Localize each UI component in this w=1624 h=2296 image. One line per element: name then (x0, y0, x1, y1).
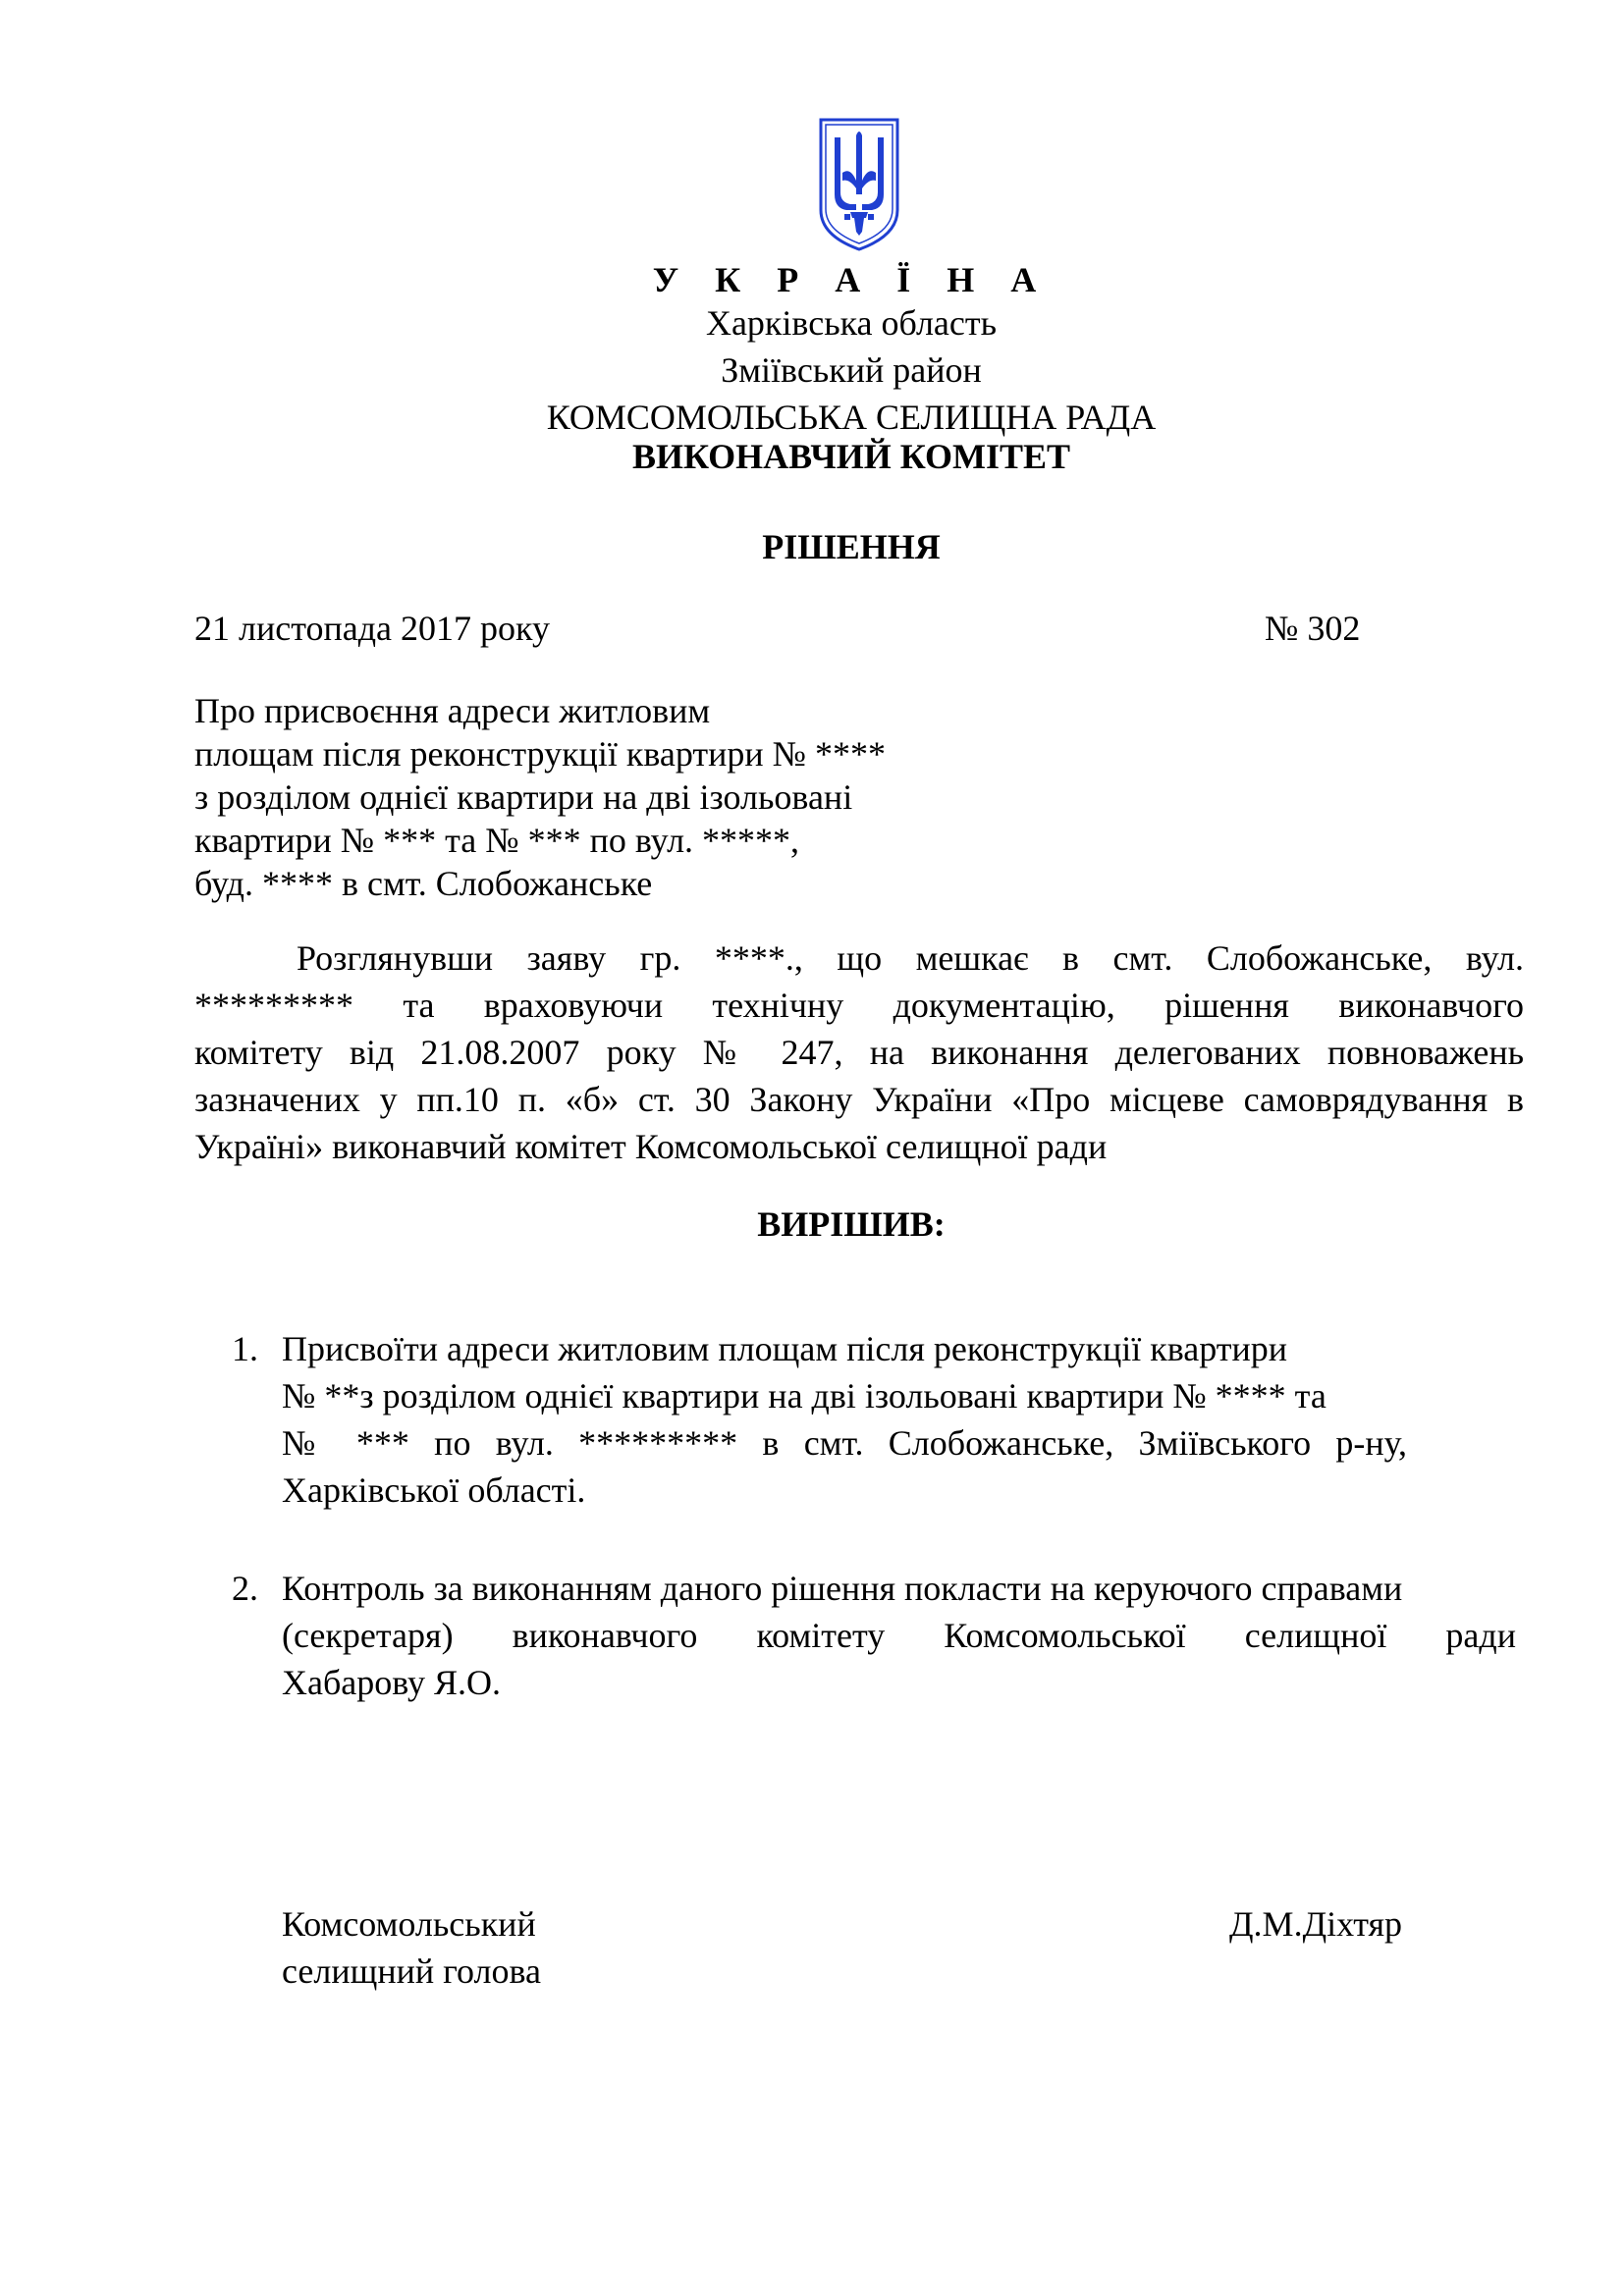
preamble-paragraph (194, 934, 1524, 1170)
item-number: 2. (232, 1569, 258, 1608)
document-type-title: РІШЕННЯ (762, 527, 941, 566)
preamble-line: Розглянувши заяву гр. ****., що мешкає в смт. Слобожанське, вул. (297, 938, 1524, 978)
subject-block (194, 689, 886, 905)
committee-line: ВИКОНАВЧИЙ КОМІТЕТ (631, 437, 1071, 476)
decision-item-line: Присвоїти адреси житловим площам після реконструкції квартири (282, 1329, 1287, 1368)
region-line: Харківська область (705, 303, 998, 343)
signatory-name: Д.М.Діхтяр (1229, 1904, 1403, 1944)
decision-item-line: Контроль за виконанням даного рішення покласти на керуючого справами (282, 1569, 1403, 1608)
subject-line: квартири № *** та № *** по вул. *****, (194, 821, 800, 860)
subject-line: з розділом однієї квартири на дві ізольовані (194, 777, 853, 817)
council-line: КОМСОМОЛЬСЬКА СЕЛИЩНА РАДА (546, 398, 1157, 437)
preamble-line: комітету від 21.08.2007 року № 247, на виконання делегованих повноважень (194, 1033, 1524, 1072)
signatory-title (282, 1900, 541, 1995)
subject-line: Про присвоєння адреси житловим (194, 691, 711, 730)
signatory-title-line: селищний голова (282, 1951, 542, 1991)
district-line: Зміївський район (721, 350, 982, 390)
decided-heading: ВИРІШИВ: (757, 1204, 946, 1244)
signatory-title-line: Комсомольський (282, 1904, 536, 1944)
decision-item-line: № **з розділом однієї квартири на дві ізольовані квартири № **** та (282, 1376, 1326, 1415)
item-number: 1. (232, 1329, 258, 1368)
preamble-line: ********* та враховуючи технічну документацію, рішення виконавчого (194, 986, 1524, 1025)
document-date: 21 листопада 2017 року (194, 609, 550, 648)
coat-of-arms-icon (817, 116, 901, 253)
decision-item (282, 1325, 1407, 1514)
country-title: У К Р А Ї Н А (652, 260, 1051, 299)
decision-item-line: № *** по вул. ********* в смт. Слобожанське, Зміївського р-ну, (282, 1423, 1407, 1463)
decision-item-line: Хабарову Я.О. (282, 1663, 502, 1702)
subject-line: буд. **** в смт. Слобожанське (194, 864, 653, 903)
preamble-line: Україні» виконавчий комітет Комсомольської селищної ради (194, 1127, 1108, 1166)
decision-item (282, 1565, 1516, 1706)
preamble-line: зазначених у пп.10 п. «б» ст. 30 Закону України «Про місцеве самоврядування в (194, 1080, 1524, 1119)
decision-item-line: Харківської області. (282, 1470, 586, 1510)
subject-line: площам після реконструкції квартири № **** (194, 734, 886, 774)
decision-item-line: (секретаря) виконавчого комітету Комсомольської селищної ради (282, 1616, 1516, 1655)
document-number: № 302 (1265, 609, 1361, 648)
